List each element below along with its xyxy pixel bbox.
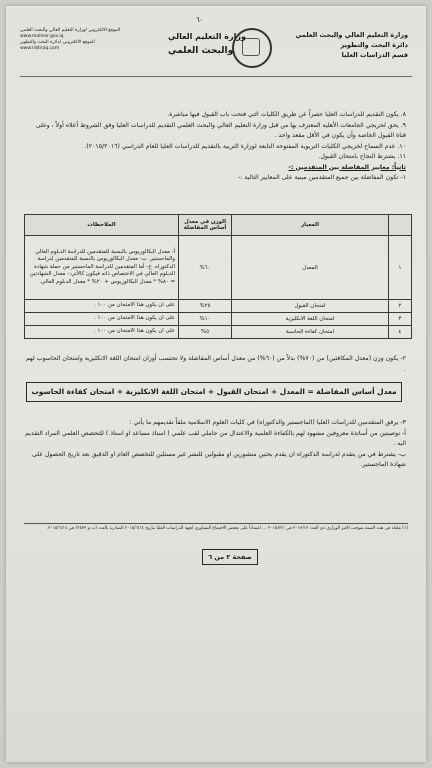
row-criterion: امتحان القبول [232,300,389,313]
footnote: (١) ملغاة في هذه السنة بموجب الامر الوزاري ذي العدد ٢٠١٣/١٢ في ٢٠١٥/٧/١ ... اعتماداً على محضر الاجتماع التشاوري لجهة الدراسات العليا بتاريخ ٢٠١٥/٦/١٤ الصادرة بالعدد (ت و ٢٤٣٢) في ٢٠١٥/٦/١٤. [46,526,408,531]
ministry-logo [164,26,274,70]
row-notes: على ان يكون هذا الامتحان من ١٠٠ . [25,300,179,313]
row-criterion: المعدل [232,236,389,300]
website-label-2: الموقع الالكتروني لدائرة البحث والتطوير [20,40,95,45]
paragraph-9: ٩. يحق لخريجي الجامعات الأهلية المعترف بها من قبل وزارة التعليم العالي والبحث العلمي التقديم للدراسات العليا وفق الشروط أعلاه أولاً ، وعلى قناة القبول الخاصة وأن يكون في الأقل مقعد واحد . [35,121,406,139]
row-weight: ٢٥% [179,300,232,313]
table-row [25,300,412,313]
row-criterion: امتحان اللغة الانكليزية [232,313,389,326]
website-header [20,28,170,52]
ministry-name: وزارة التعليم العالي والبحث العلمي [295,31,408,39]
row-notes: على ان يكون هذا الامتحان من ١٠٠ . [25,313,179,326]
website-url-2: www.rddiraq.com [20,46,60,51]
section-heading: ثانياً: معايير المفاضلة بين المتقدمين :- [288,163,406,171]
paragraph-8: ٨. يكون التقديم للدراسات العليا حصراً عن طريق الكليات التي فتحت باب القبول فيها مباشرة. [167,111,406,118]
row-number: ٣ [389,313,412,326]
paragraph-3b: ب- يشترط في من يتقدم لدراسة الدكتوراه ان يقدم بحثين منشورين او مقبولين للنشر غير مستلين للتخصص العام او الدقيق بعد تاريخ الحصول على شهادة الماجستير. [32,450,406,468]
header-number [389,215,412,236]
row-weight: ٥% [179,326,232,339]
ministry-header [258,30,408,60]
table-row [25,326,412,339]
row-criterion: امتحان كفاءة الحاسبة [232,326,389,339]
website-label-1: الموقع الالكتروني لوزارة التعليم العالي والبحث العلمي [20,28,121,33]
row-notes: أ- معدل البكالوريوس بالنسبة للمتقدمين للدراسة الدبلوم العالي والماجستير. ب- معدل البكالوريوس بالنسبة للمتقدمين لدراسة الدكتوراه. ج- أما المتقدمين للدراسة الماجستير من حملة شهادة الدبلوم العالي في الاختصاص ذاته فيكون كالآتي:- معدل الشهادتين = ٨٠% * معدل البكالوريوس + ٢٠% * معدل الدبلوم العالي. [25,236,179,300]
header-notes: الملاحظات [25,215,179,236]
table-header-row [25,215,412,236]
website-url-1: www.mohesr.gov.iq [20,34,64,39]
table-row [25,236,412,300]
conditions-section [24,110,406,184]
logo-line-2: والبحث العلمي [168,46,234,56]
logo-line-1: وزارة التعليم العالي [168,32,246,41]
criteria-intro: ١- تكون المفاضلة بين جميع المتقدمين مبنية على المعايير التالية :- [237,174,406,181]
header-divider [20,76,412,77]
row-number: ٤ [389,326,412,339]
header-criterion: المعيار [232,215,389,236]
page-indicator: صفحة ٢ من ٦ [202,549,258,565]
row-number: ٢ [389,300,412,313]
formula-box: معدل أساس المفاضلة = المعدل + امتحان القبول + امتحان اللغة الانكليزية + امتحان كفاءة الحاسوب [26,382,402,402]
table-row [25,313,412,326]
document-page [6,6,426,762]
paragraph-3: ٣- يرفق المتقدمين للدراسات العليا (الماجستير والدكتوراه) في كليات العلوم الاسلامية ملفاً تقديمهم ما يأتي : [129,419,406,426]
header-weight: الوزن في معدل أساس المفاضلة [179,215,232,236]
equivalent-rule: ٢- يكون وزن (معدل المكافئين) من (٧٠%) بدلاً من (٦٠%) من معدل أساس المفاضلة ولا تحتسب أوزان امتحان اللغة الانكليزية وامتحان الحاسوب لهم . [25,355,406,373]
footnote-divider [24,523,408,524]
row-weight: ١٠% [179,313,232,326]
paragraph-11: ١١. يشترط النجاح بامتحان القبول. [318,153,406,160]
directorate-name: دائرة البحث والتطوير [340,41,408,49]
row-number: ١ [389,236,412,300]
islamic-sciences-section [24,418,406,471]
department-name: قسم الدراسات العليا [341,51,408,59]
row-weight: ٦٠% [179,236,232,300]
row-notes: على ان يكون هذا الامتحان من ١٠٠ . [25,326,179,339]
page-number-top: ٦٠ [196,16,204,24]
paragraph-3a: أ- توصيتين من أساتذة معروفين مشهود لهم بالكفاءة العلمية والاعتدال من حاملي لقب علمي ( استاذ مساعد او استاذ ) للتخصص العلمي المراد التقديم اليه . [25,429,406,447]
paragraph-10: ١٠. عدم السماح لخريجي الكليات التربوية المفتوحة التابعة لوزارة التربية بالتقديم للدراسات العليا للعام الدراسي (٢٠١٥/٢٠١٦). [84,142,406,150]
criteria-table [24,214,412,339]
